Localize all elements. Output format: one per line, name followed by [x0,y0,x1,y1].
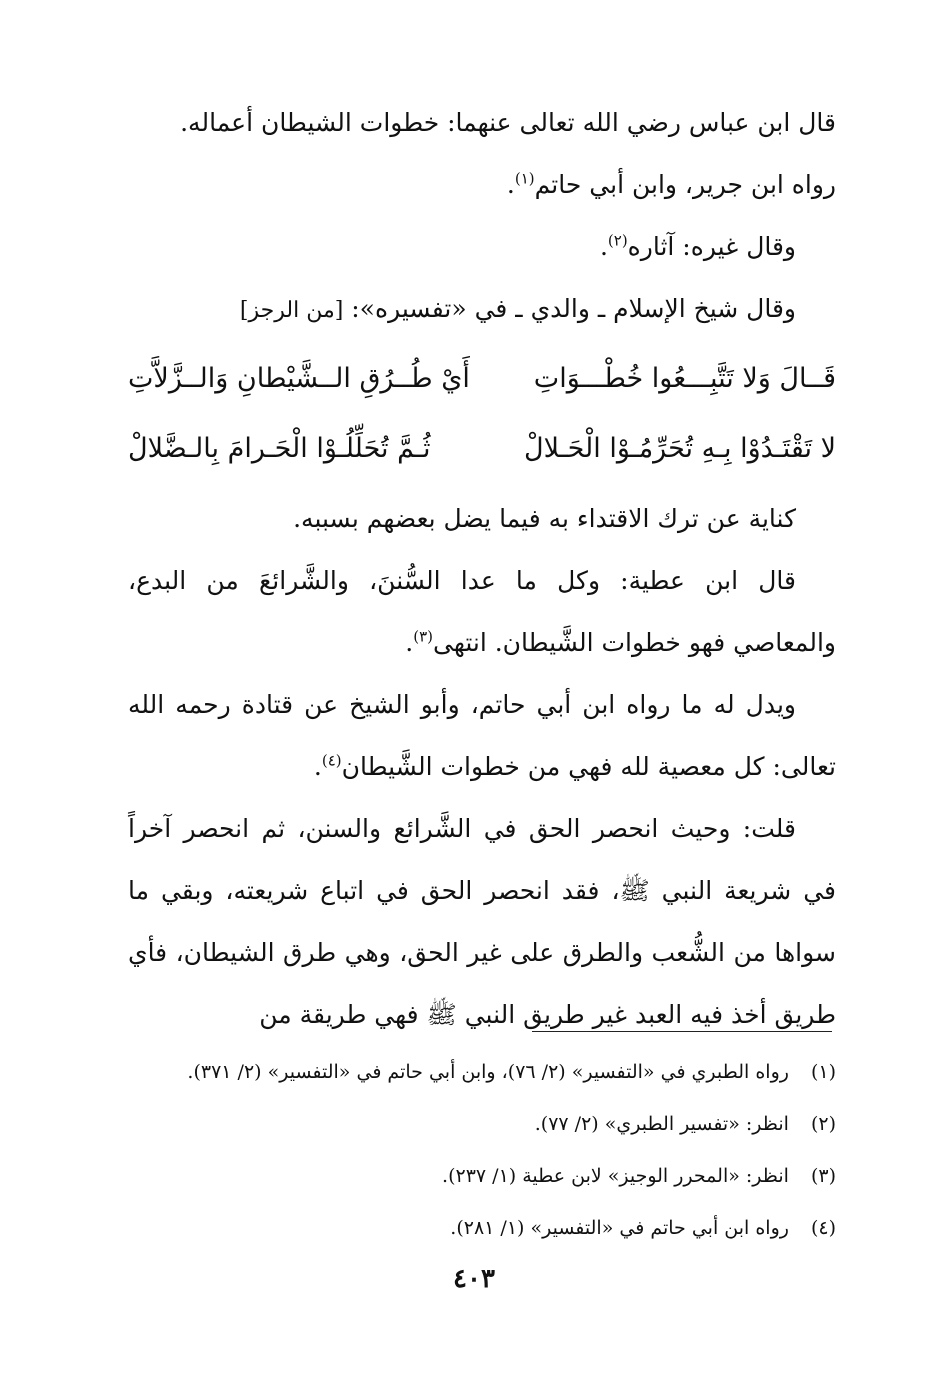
footnote-ref[interactable]: (٢) [607,231,628,250]
paragraph-text: وقال شيخ الإسلام ـ والدي ـ في «تفسيره»: [343,294,796,323]
footnote-ref[interactable]: (٤) [321,751,342,770]
paragraph-punctuation: . [405,628,414,657]
footnote-text: رواه ابن أبي حاتم في «التفسير» (١/ ٢٨١). [450,1217,789,1239]
paragraph-conclusion [128,798,836,1046]
footnotes [128,1046,836,1254]
footnote-text: رواه الطبري في «التفسير» (٢/ ٧٦)، وابن أبي حاتم في «التفسير» (٢/ ٣٧١). [187,1061,789,1083]
paragraph-text: قال ابن عباس رضي الله تعالى عنهما: خطوات الشيطان أعماله. [180,108,836,137]
paragraph-ibn-atiyya [128,550,836,674]
paragraph-text: قال ابن عطية: وكل ما عدا السُّننَ، والشَّرائعَ من البدع، والمعاصي فهو خطوات الشَّيطان. انتهى [128,566,836,657]
paragraph-qatada [128,674,836,798]
footnote-ref[interactable]: (١) [514,169,535,188]
footnote-item [128,1098,836,1150]
paragraph-punctuation: . [599,232,608,261]
main-text [128,92,836,1046]
footnote-divider [532,1031,832,1032]
footnote-number: (٤) [810,1217,836,1239]
paragraph-explanation [128,488,836,550]
footnote-text: انظر: «المحرر الوجيز» لابن عطية (١/ ٢٣٧). [442,1165,789,1187]
meter-label: [من الرجز] [239,298,344,323]
footnote-number: (٢) [810,1113,836,1135]
footnote-text: انظر: «تفسير الطبري» (٢/ ٧٧). [534,1113,789,1135]
poem-verse [128,416,836,482]
footnote-item [128,1150,836,1202]
verse-second-hemistich: ثُـمَّ تُحَلِّلُـوْا الْحَـرامَ بِالـضَّلالْ [128,433,431,464]
paragraph-punctuation: . [313,752,322,781]
verse-first-hemistich: قَــالَ وَلا تَتَّبِـــعُوا خُطْـــوَاتِ [533,363,836,394]
paragraph-punctuation: . [506,170,515,199]
paragraph-verse-intro [128,278,836,342]
footnote-number: (٣) [810,1165,836,1187]
paragraph-text: ويدل له ما رواه ابن أبي حاتم، وأبو الشيخ عن قتادة رحمه الله تعالى: كل معصية لله فهي من خطوات الشَّيطان [128,690,836,781]
paragraph-text: وقال غيره: آثاره [627,232,796,261]
poem-verse [128,346,836,412]
verse-second-hemistich: أَيْ طُــرُقِ الــشَّيْطانِ وَالــزَّلاَّتِ [128,363,470,394]
paragraph-other-view [128,216,836,278]
page-number: ٤٠٣ [453,1264,495,1294]
paragraph-text: كناية عن ترك الاقتداء به فيما يضل بعضهم بسببه. [293,504,796,533]
footnote-item [128,1202,836,1254]
footnote-number: (١) [810,1061,836,1083]
footnote-ref[interactable]: (٣) [413,627,433,646]
paragraph-ibn-abbas [128,92,836,216]
paragraph-text: رواه ابن جرير، وابن أبي حاتم [534,170,836,199]
footnote-item [128,1046,836,1098]
verse-first-hemistich: لا تَقْتَـدُوْا بِـهِ تُحَرِّمُـوْا الْحَـلالْ [523,433,836,464]
paragraph-text: قلت: وحيث انحصر الحق في الشَّرائع والسنن، ثم انحصر آخراً في شريعة النبي ﷺ، فقد انحصر الحق في اتباع شريعته، وبقي ما سواها من الشُّعب والطرق على غير الحق، وهي طرق الشيطان، فأي طريق أخذ فيه العبد غير طريق النبي ﷺ فهي طريقة من [128,814,836,1029]
